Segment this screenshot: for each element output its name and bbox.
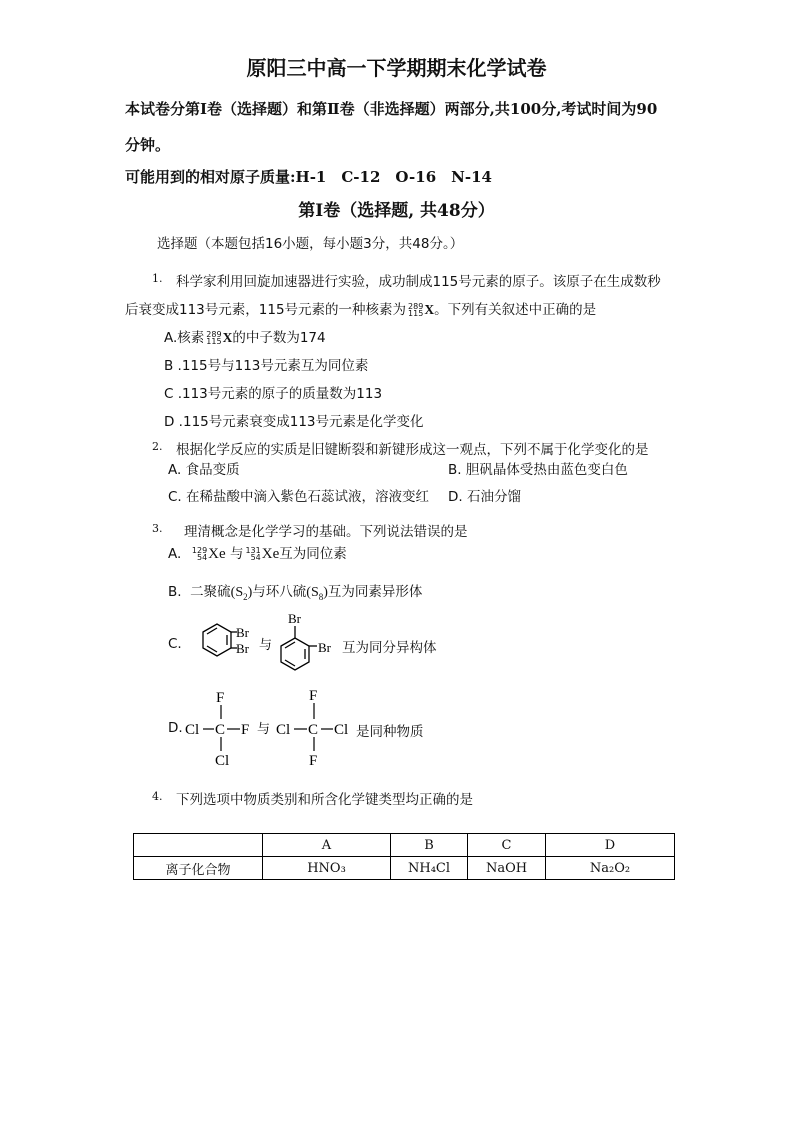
table-header-cell: C <box>468 834 546 857</box>
q1-nuclide: 289 115 <box>408 302 424 318</box>
q3-option-a: A. 129 54 Xe 与 131 54 Xe互为同位素 <box>168 546 347 562</box>
q1-stem-line2: 后衰变成113号元素，115号元素的一种核素为 289 115 X。下列有关叙述中正确的是 <box>125 302 597 318</box>
q2-stem: 根据化学反应的实质是旧键断裂和新键形成这一观点，下列不属于化学变化的是 <box>176 442 649 458</box>
svg-text:Cl: Cl <box>215 753 230 769</box>
table-row-label: 离子化合物 <box>134 857 263 880</box>
svg-text:Cl: Cl <box>334 722 349 738</box>
q1-option-b: B .115号与113号元素互为同位素 <box>164 358 369 374</box>
q1-option-d: D .115号元素衰变成113号元素是化学变化 <box>164 414 424 430</box>
svg-text:与: 与 <box>257 721 271 736</box>
svg-text:F: F <box>309 753 318 769</box>
q3-option-b: B. 二聚硫$(S_2)$与环八硫$(S_8)$互为同素异形体 <box>168 584 423 602</box>
q1-option-a: A.核素 289 115 X的中子数为174 <box>164 330 326 346</box>
q4-number: 4. <box>152 790 163 803</box>
page-title: 原阳三中高一下学期期末化学试卷 <box>246 56 547 80</box>
svg-text:Cl: Cl <box>185 722 200 738</box>
table-header-cell: D <box>546 834 675 857</box>
svg-text:F: F <box>241 722 250 738</box>
table-cell: HNO₃ <box>263 857 391 880</box>
svg-text:C: C <box>308 722 319 738</box>
intro-text-line1: 本试卷分第Ⅰ卷（选择题）和第Ⅱ卷（非选择题）两部分,共100分,考试时间为90 <box>125 100 658 118</box>
svg-text:F: F <box>309 688 318 704</box>
br-label-3: Br <box>288 611 301 626</box>
table-cell: NaOH <box>468 857 546 880</box>
table-header-cell: A <box>263 834 391 857</box>
br-label-4: Br <box>318 640 331 655</box>
benzene-ring-2 <box>281 626 317 670</box>
q3-number: 3. <box>152 522 163 535</box>
q2-option-c: C. 在稀盐酸中滴入紫色石蕊试液，溶液变红 <box>168 489 430 505</box>
table-cell: NH₄Cl <box>391 857 468 880</box>
table-cell: Na₂O₂ <box>546 857 675 880</box>
br-label-1: Br <box>236 625 249 640</box>
table-header-row <box>134 834 675 857</box>
table-row <box>134 857 675 880</box>
atomic-masses: 可能用到的相对原子质量:H-1 C-12 O-16 N-14 <box>125 168 492 186</box>
q2-option-d: D. 石油分馏 <box>448 489 521 505</box>
q2-option-b: B. 胆矾晶体受热由蓝色变白色 <box>448 462 628 478</box>
q3-option-d-label: D. <box>168 720 183 736</box>
svg-text:Cl: Cl <box>276 722 291 738</box>
intro-text-line2: 分钟。 <box>125 136 171 154</box>
q1-option-c: C .113号元素的原子的质量数为113 <box>164 386 383 402</box>
q2-option-a: A. 食品变质 <box>168 462 240 478</box>
q3-c-connector: 与 <box>259 637 273 652</box>
q3-option-c-label: C. <box>168 636 182 652</box>
benzene-ring-1 <box>203 624 237 656</box>
table-header-cell <box>134 834 263 857</box>
section-title: 第Ⅰ卷（选择题, 共48分） <box>298 201 495 221</box>
svg-text:C: C <box>215 722 226 738</box>
q2-number: 2. <box>152 440 163 453</box>
q4-stem: 下列选项中物质类别和所含化学键类型均正确的是 <box>176 792 473 808</box>
q1-stem-line1: 科学家利用回旋加速器进行实验，成功制成115号元素的原子。该原子在生成数秒 <box>176 274 661 290</box>
q3-option-d-structures <box>183 685 358 770</box>
table-header-cell: B <box>391 834 468 857</box>
q1-number: 1. <box>152 272 163 285</box>
q3-stem: 理清概念是化学学习的基础。下列说法错误的是 <box>184 524 468 540</box>
q3-option-c-text: 互为同分异构体 <box>342 640 437 656</box>
q3-option-d-text: 是同种物质 <box>356 724 424 740</box>
q4-table <box>133 833 675 880</box>
section-note: 选择题（本题包括16小题，每小题3分，共48分。） <box>157 236 464 252</box>
svg-text:F: F <box>216 690 225 706</box>
q3-option-c-structures <box>185 610 345 682</box>
br-label-2: Br <box>236 641 249 656</box>
